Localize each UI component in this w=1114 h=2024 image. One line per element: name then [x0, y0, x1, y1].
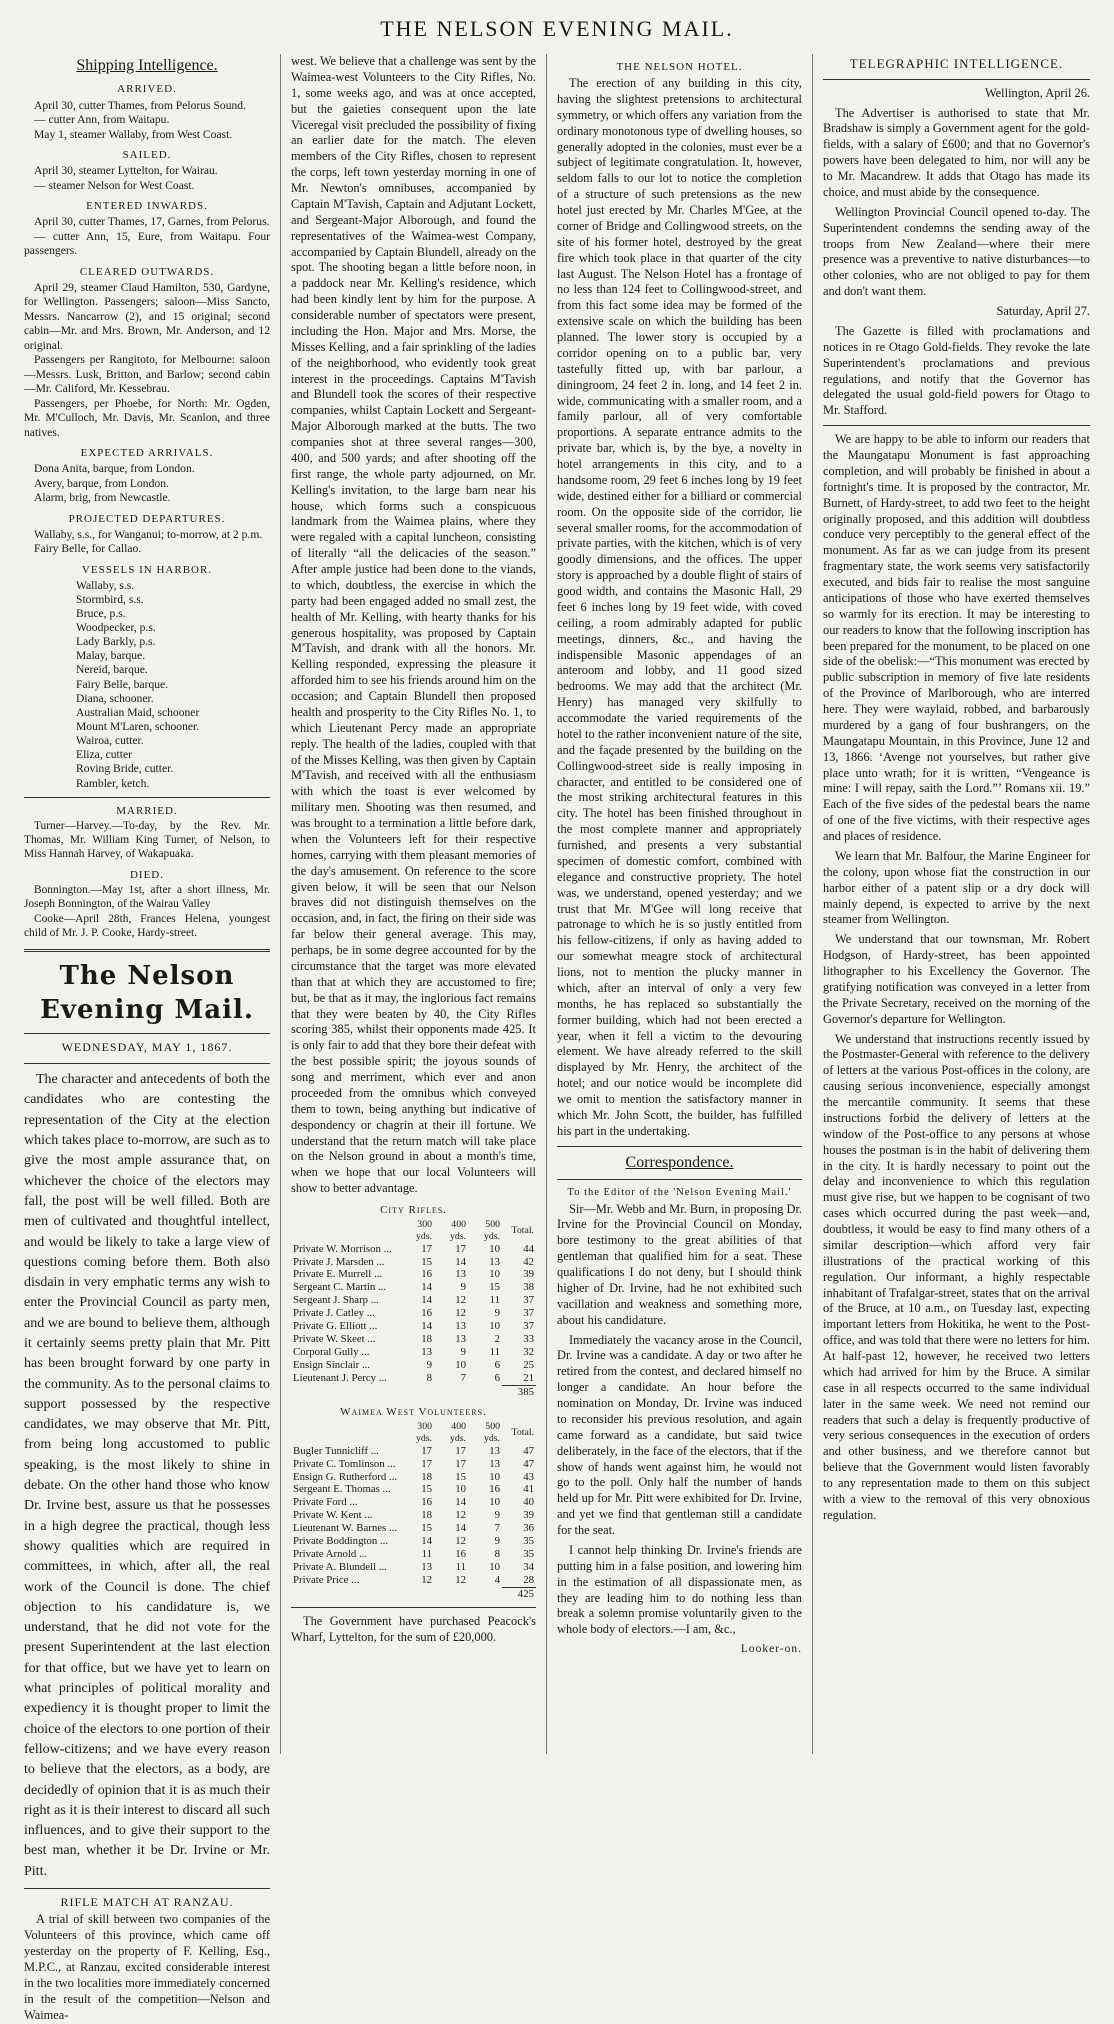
- arrived-heading: ARRIVED.: [117, 83, 177, 96]
- score-cell: 10: [489, 1496, 500, 1509]
- score-total: 385: [502, 1386, 536, 1399]
- shipping-title: Shipping Intelligence.: [76, 57, 218, 74]
- harbor-list: [24, 579, 270, 791]
- telegraphic-title: TELEGRAPHIC INTELLIGENCE.: [849, 56, 1064, 71]
- entered-heading: ENTERED INWARDS.: [86, 200, 208, 213]
- score-cell: 12: [455, 1307, 466, 1320]
- correspondence-title: Correspondence.: [625, 1153, 734, 1171]
- vessel-entry: Diana, schooner.: [76, 691, 154, 705]
- score-cell: 14: [421, 1320, 432, 1333]
- shooter-name: Ensign Sinclair ...: [293, 1359, 371, 1372]
- score-cell: 9: [494, 1535, 500, 1548]
- shooter-name: Private G. Elliott ...: [293, 1320, 378, 1333]
- score-cell: 33: [523, 1333, 534, 1346]
- score-cell: 16: [421, 1307, 432, 1320]
- waimea-title: Waimea West Volunteers.: [340, 1406, 487, 1419]
- score-cell: 17: [421, 1457, 432, 1470]
- score-row: [291, 1483, 536, 1496]
- score-cell: 18: [421, 1509, 432, 1522]
- vessel-entry: Stormbird, s.s.: [76, 592, 144, 606]
- score-cell: 17: [455, 1457, 466, 1470]
- shipping-entry: Passengers per Rangitoto, for Melbourne: saloon—Messrs. Lusk, Britton, and Barlow; second cabin—Mr. Califord, Mr. Kessebrau.: [24, 353, 270, 396]
- hotel-body: The erection of any building in this city, having the slightest pretensions to architectural symmetry, or which offers any variation from the ordinary monotonous type of dwelling houses, so generally adopted in the colonies, must ever be a subject of legitimate congratulation. It, however, seldom falls to our lot to notice the completion of a structure of such pretensions as the new hotel just erected by Mr. Charles M'Gee, at the corner of Bridge and Collingwood streets, on the site of his former hotel, destroyed by the great fire which took place in that quarter of the city last August. The Nelson Hotel has a frontage of no less than 124 feet to Collingwood-street, and from this fact some idea may be formed of the extensive scale on which the building has been planned. The lower story is occupied by a corridor opening on to a public bar, very tastefully fitted up, with bar parlour, a diningroom, 24 feet 2 in. long, and 14 feet 2 in. wide, communicating with a smaller room, and a family parlour, all of very comfortable proportions. A separate entrance admits to the private bar, which is, by the bye, a novelty in hotel arrangements in this city, and to a handsome room, 29 feet 6 inches long by 19 feet wide, destined either for a billiard or commercial room. On the opposite side of the corridor, lie several smaller rooms, for the accommodation of private parties, with the kitchen, which is of very goodly dimensions, and the offices. The upper story is approached by a double flight of stairs of good width, and contains the Masonic Hall, 29 feet 6 inches long by 19 feet wide, with coved ceiling, a room admirably adapted for public meetings, dinners, &c., and having the indispensible Masonic appendages of an anteroom and lobby, and 11 good sized bedrooms. We may add that the architect (Mr. Henry) has managed very skilfully to accommodate the varied requirements of the hotel to the rather inconvenient nature of the site, and the façade presented by the building on the Collingwood-street side is really imposing in character, and entitled to be considered one of the most striking architectural features in this city. The hotel has been finished throughout in the most complete manner and appropriately furnished, and presents a very substantial specimen of domestic comfort, combined with elegance and constructive propriety. The hotel was, we understand, opened yesterday; and we trust that Mr. M'Gee will long receive that patronage to which he is so justly entitled from his fellow-citizens, if only as having added to our somewhat meagre stock of architectural lions, not to mention the plucky manner in which, after an interval of only a very few months, he has replaced so substantially the former building, which had not been erected a year, when it fell a victim to the devouring element. We have already referred to the skill displayed by Mr. Henry, the architect of the hotel; and our notice would be incomplete did we omit to mention the satisfactory manner in which Mr. John Scott, the builder, has fulfilled his part in the undertaking.: [557, 76, 802, 1138]
- arrived-list: [24, 99, 270, 142]
- shipping-entry: April 30, cutter Thames, 17, Garnes, from Pelorus.: [34, 215, 270, 229]
- score-cell: 25: [523, 1359, 534, 1372]
- score-total-spacer: [291, 1386, 400, 1399]
- score-cell: 13: [489, 1457, 500, 1470]
- shipping-entry: — steamer Nelson for West Coast.: [34, 178, 195, 192]
- local-paragraph: We learn that Mr. Balfour, the Marine Engineer for the colony, upon whose fiat the construction in our harbor either of a patent slip or a dry dock will mainly depend, is expected to arrive by the next steamer from Wellington.: [823, 848, 1090, 927]
- score-cell: 18: [421, 1333, 432, 1346]
- score-row: [291, 1268, 536, 1281]
- local-paragraph: We are happy to be able to inform our readers that the Maungatapu Monument is fast approaching completion, and will probably be finished in about a fortnight's time. It is proposed by the contractor, Mr. Burnett, of Hardy-street, to add two feet to the height originally proposed, and this addition will doubtless conduce very perceptibly to the general effect of the monument. As far as we can judge from its present fragmentary state, the work seems very satisfactorily executed, and bids fair to realise the most sanguine anticipations of those who have exerted themselves so warmly for its erection. It may be interesting to our readers to know that the following inscription has been prepared for the monument, to be placed on one side of the obelisk:—“This monument was erected by public subscription in memory of five late residents of the Province of Marlborough, who are interred here. They were waylaid, robbed, and barbarously murdered by a gang of four bushrangers, on the Maungatapu Mountain, in this Province, June 12 and 13, 1866. ‘Avenge not yourselves, but rather give place unto wrath; for it is written, “Vengeance is mine: I will repay, saith the Lord.”’ Romans xii. 19.” Each of the five sides of the pedestal bears the name of one of the five victims, with their respective ages and places of residence.: [823, 432, 1090, 843]
- shipping-entry: Dona Anita, barque, from London.: [34, 462, 195, 476]
- letter-paragraph: Immediately the vacancy arose in the Council, Dr. Irvine was a candidate. A day or two after he retired from the contest, and declared himself no longer a candidate. An hour before the nomination on Monday, Dr. Irvine was induced to reconsider his previous resolution, and again came forward as a candidate, but said twice deliberately, in the face of the electors, that if the show of hands went against him, he would not go to the poll. Only half the number of hands held up for Mr. Pitt were exhibited for Dr. Irvine, and yet we find that gentleman still a candidate for the seat.: [557, 1332, 802, 1538]
- score-cell: 13: [455, 1268, 466, 1281]
- shooter-name: Private W. Kent ...: [293, 1509, 373, 1522]
- score-total-spacer: [400, 1588, 434, 1601]
- shipping-entry: April 29, steamer Claud Hamilton, 530, Gardyne, for Wellington. Passengers; saloon—Miss Sancto, Messrs. Nancarrow (2), and 15 original; second cabin—Mr. and Mrs. Brown, Mr. Anderson, and 12 original.: [24, 280, 270, 352]
- vessel-entry: Wairoa, cutter.: [76, 734, 144, 748]
- score-cell: 16: [421, 1268, 432, 1281]
- score-cell: 18: [421, 1470, 432, 1483]
- score-cell: 10: [455, 1483, 466, 1496]
- score-column-header: 400 yds.: [449, 1421, 466, 1444]
- score-cell: 39: [523, 1509, 534, 1522]
- score-cell: 38: [523, 1281, 534, 1294]
- score-cell: 10: [489, 1242, 500, 1255]
- score-total-spacer: [400, 1386, 434, 1399]
- vessel-entry: Malay, barque.: [76, 649, 146, 663]
- shipping-entry: April 30, cutter Thames, from Pelorus Sound.: [34, 98, 246, 112]
- score-cell: 15: [455, 1470, 466, 1483]
- cleared-heading: CLEARED OUTWARDS.: [79, 265, 215, 278]
- divider: [24, 1888, 270, 1889]
- expected-list: [24, 462, 270, 505]
- shipping-entry: Fairy Belle, for Callao.: [34, 542, 142, 556]
- letter-paragraph: Sir—Mr. Webb and Mr. Burn, in proposing Dr. Irvine for the Provincial Council on Monday, bore testimony to the great abilities of that gentleman that qualified him for a seat. These qualifications I do not deny, but I should think higher of Dr. Irvine, had he not exhibited such vacillation and weakness and something more, about his candidature.: [557, 1201, 802, 1327]
- divider: [24, 1033, 270, 1034]
- score-cell: 13: [421, 1346, 432, 1359]
- shipping-entry: Avery, barque, from London.: [34, 476, 169, 490]
- score-row: [291, 1548, 536, 1561]
- score-column-header: 500 yds.: [483, 1421, 500, 1444]
- score-cell: 16: [489, 1483, 500, 1496]
- local-paragraph: We understand that instructions recently issued by the Postmaster-General with reference to the delivery of letters at the various Post-offices in the colony, are causing serious inconvenience, especially amongst the mercantile community. It seems that these instructions forbid the delivery of letters at the window of the Post-office to any persons at whose houses the postman is in the habit of delivering them in the city. It is hardly necessary to point out the delay and inconvenience to which this regulation must give rise, but we happen to be cognisant of two cases which occurred during the past week—and, doubtless, it would be easy to find many others of a similar description—which afford very fair illustrations of the practical working of this regulation. Our informant, a highly respectable inhabitant of Trafalgar-street, states that on the arrival of the Bruce, at 10 a.m., on Tuesday last, expecting important letters from Hokitika, he went to the Post-office, and was told that there were no letters for him. At half-past 12, however, he received two letters which had arrived for him by the Bruce. A similar case in all respects occurred to the same individual later in the same week. We need not remind our readers that such a delay is frequently productive of very serious consequences in the execution of orders and other business, and we therefore cannot but believe that the Government would listen favorably to any representation made to them on this subject with a view to the removal of this very obnoxious regulation.: [823, 1031, 1090, 1522]
- score-cell: 41: [523, 1483, 534, 1496]
- score-cell: 12: [455, 1574, 466, 1587]
- score-cell: 8: [426, 1372, 432, 1385]
- local-news: [823, 432, 1090, 1524]
- score-cell: 7: [460, 1372, 466, 1385]
- score-cell: 15: [421, 1255, 432, 1268]
- score-cell: 13: [455, 1320, 466, 1333]
- vessel-entry: Rambler, ketch.: [76, 776, 150, 790]
- shipping-entry: — cutter Ann, 15, Eure, from Waitapu. Four passengers.: [24, 229, 270, 258]
- score-cell: 9: [494, 1509, 500, 1522]
- shooter-name: Ensign G. Rutherford ...: [293, 1470, 398, 1483]
- score-cell: 6: [494, 1372, 500, 1385]
- died-heading: DIED.: [129, 868, 165, 881]
- score-cell: 42: [523, 1255, 534, 1268]
- shooter-name: Private W. Skeet ...: [293, 1333, 376, 1346]
- shooter-name: Private C. Tomlinson ...: [293, 1457, 396, 1470]
- harbor-heading: VESSELS IN HARBOR.: [81, 563, 213, 576]
- column-2: [280, 54, 546, 1754]
- score-cell: 13: [489, 1255, 500, 1268]
- city-rifles-title: City Rifles.: [380, 1204, 447, 1216]
- score-total: 425: [502, 1588, 536, 1601]
- projected-list: [24, 528, 270, 557]
- shooter-name: Private A. Blundell ...: [293, 1561, 387, 1574]
- died-list: [24, 884, 270, 942]
- score-cell: 12: [455, 1509, 466, 1522]
- score-row: [291, 1372, 536, 1385]
- score-row: [291, 1243, 536, 1256]
- score-cell: 37: [523, 1294, 534, 1307]
- divider: [823, 425, 1090, 426]
- score-column-header: 400 yds.: [449, 1219, 466, 1242]
- vessel-entry: Mount M'Laren, schooner.: [76, 720, 200, 734]
- score-cell: 14: [421, 1294, 432, 1307]
- score-total-row: [291, 1386, 536, 1399]
- score-cell: 39: [523, 1268, 534, 1281]
- vessel-entry: Australian Maid, schooner: [76, 705, 200, 719]
- divider: [291, 1607, 536, 1608]
- score-column-header: [291, 1219, 400, 1243]
- cleared-list: [24, 281, 270, 440]
- editor-address: To the Editor of the 'Nelson Evening Mail.': [567, 1187, 792, 1199]
- score-row: [291, 1522, 536, 1535]
- score-cell: 9: [426, 1359, 432, 1372]
- score-cell: 37: [523, 1320, 534, 1333]
- score-cell: 8: [494, 1548, 500, 1561]
- column-1: [14, 54, 280, 2022]
- divider: [24, 797, 270, 798]
- score-cell: 10: [489, 1561, 500, 1574]
- score-cell: 10: [489, 1320, 500, 1333]
- wharf-paragraph: The Government have purchased Peacock's Wharf, Lyttelton, for the sum of £20,000.: [291, 1614, 536, 1644]
- telegraphic-body-1: [823, 106, 1090, 301]
- shipping-entry: Passengers, per Phoebe, for North: Mr. Ogden, Mr. M'Culloch, Mr. Davis, Mr. Scanlon, and three natives.: [24, 396, 270, 439]
- score-cell: 11: [489, 1346, 500, 1359]
- score-cell: 17: [421, 1242, 432, 1255]
- score-column-header: 300 yds.: [415, 1421, 432, 1444]
- score-cell: 11: [489, 1294, 500, 1307]
- married-notice: Turner—Harvey.—To-day, by the Rev. Mr. Thomas, Mr. William King Turner, of Nelson, to Miss Hannah Harvey, of Wakapuaka.: [24, 819, 270, 860]
- score-cell: 6: [494, 1359, 500, 1372]
- paper-title: The Nelson Evening Mail.: [40, 961, 254, 1025]
- shooter-name: Sergeant J. Sharp ...: [293, 1294, 379, 1307]
- score-row: [291, 1535, 536, 1548]
- score-cell: 12: [455, 1535, 466, 1548]
- score-cell: 15: [489, 1281, 500, 1294]
- score-row: [291, 1281, 536, 1294]
- score-cell: 14: [455, 1255, 466, 1268]
- score-row: [291, 1333, 536, 1346]
- score-cell: 9: [460, 1346, 466, 1359]
- correspondence-body: [557, 1202, 802, 1639]
- score-cell: 9: [460, 1281, 466, 1294]
- divider: [823, 79, 1090, 80]
- score-cell: 12: [455, 1294, 466, 1307]
- score-row: [291, 1320, 536, 1333]
- score-cell: 16: [421, 1496, 432, 1509]
- shooter-name: Private Ford ...: [293, 1496, 358, 1509]
- rifle-title: RIFLE MATCH AT RANZAU.: [60, 1895, 234, 1910]
- score-cell: 11: [421, 1548, 432, 1561]
- score-row: [291, 1294, 536, 1307]
- score-row: [291, 1561, 536, 1574]
- signoff: Looker-on.: [740, 1643, 802, 1656]
- score-total-spacer: [434, 1386, 468, 1399]
- score-total-spacer: [291, 1588, 400, 1601]
- shipping-entry: Wallaby, s.s., for Wanganui; to-morrow, at 2 p.m.: [34, 527, 263, 541]
- score-cell: 34: [523, 1561, 534, 1574]
- score-cell: 40: [523, 1496, 534, 1509]
- shooter-name: Private W. Morrison ...: [293, 1242, 392, 1255]
- score-row: [291, 1307, 536, 1320]
- score-total-row: [291, 1588, 536, 1601]
- score-cell: 14: [421, 1535, 432, 1548]
- score-cell: 35: [523, 1535, 534, 1548]
- score-row: [291, 1574, 536, 1587]
- score-column-header: Total.: [511, 1224, 534, 1236]
- vessel-entry: Eliza, cutter: [76, 748, 133, 762]
- shipping-entry: April 30, steamer Lyttelton, for Wairau.: [34, 164, 218, 178]
- shooter-name: Private J. Catley ...: [293, 1307, 375, 1320]
- divider: [557, 1146, 802, 1147]
- editorial: [24, 1070, 270, 1882]
- shooter-name: Private Price ...: [293, 1574, 360, 1587]
- dateline-wellington: Wellington, April 26.: [984, 85, 1090, 100]
- score-cell: 4: [494, 1574, 500, 1587]
- score-total-spacer: [468, 1386, 502, 1399]
- shipping-entry: Alarm, brig, from Newcastle.: [34, 491, 171, 505]
- score-cell: 10: [455, 1359, 466, 1372]
- score-cell: 10: [489, 1268, 500, 1281]
- score-row: [291, 1458, 536, 1471]
- score-cell: 21: [523, 1372, 534, 1385]
- vessel-entry: Wallaby, s.s.: [76, 578, 135, 592]
- editorial-paragraph: The character and antecedents of both the candidates who are contesting the representation of the City at the election which takes place to-morrow, are such as to give the most ample assurance that, on whichever the choice of the electors may fall, the post will be well filled. Both are men of cultivated and thoughtful intellect, and would be likely to take a large view of questions coming before them. Both also disdain in very emphatic terms any wish to enter the Provincial Council as party men, and we are bound to believe them, although it certainly seems pretty plain that Mr. Pitt has been brought forward by one party in the community. As to the personal claims to support possessed by the respective candidates, we may observe that Mr. Pitt, from being long accustomed to public speaking, is the most likely to shine in debate. On the other hand those who know Dr. Irvine best, assure us that he possesses in a high degree the practical, though less showy qualities which are required in committees, in which, after all, the real work of the Council is done. The chief objection to his candidature is, we understand, that he did not vote for the present Superintendent at the last election for that office, but we have yet to learn on what principles of political morality and expediency it is thought proper to limit the choice of the electors to one portion of their fellow-citizens; and we have every reason to believe that the electors, as a body, are decidedly of opinion that it is as much their right as it is their interest to discard all such influences, and to give their support to the best man, whether it be Dr. Irvine or Mr. Pitt.: [24, 1072, 270, 1879]
- score-total-spacer: [434, 1588, 468, 1601]
- projected-heading: PROJECTED DEPARTURES.: [68, 512, 226, 525]
- telegraphic-paragraph: Wellington Provincial Council opened to-day. The Superintendent condemns the sending away of the troops from New Zealand—where their mere presence was a preventive to native disturbances—to other colonies, who are not obliged to pay for them and don't want them.: [823, 204, 1090, 299]
- local-paragraph: We understand that our townsman, Mr. Robert Hodgson, of Hardy-street, has been appointed lithographer to his Excellency the Governor. The gratifying notification was conveyed in a letter from the Private Secretary, received on the morning of the Governor's departure for Wellington.: [823, 932, 1090, 1026]
- married-heading: MARRIED.: [116, 804, 178, 817]
- vessel-entry: Bruce, p.s.: [76, 606, 126, 620]
- score-cell: 16: [455, 1548, 466, 1561]
- sailed-list: [24, 164, 270, 193]
- telegraphic-paragraph: The Advertiser is authorised to state that Mr. Bradshaw is simply a Government agent for the gold-fields, with a salary of £600; and that no Governor's powers have been delegated to him, nor will any be to Mr. Macandrew. It adds that Otago has made its choice, and must abide by the consequence.: [823, 105, 1090, 199]
- score-cell: 47: [523, 1457, 534, 1470]
- sailed-heading: SAILED.: [122, 149, 172, 161]
- score-cell: 11: [455, 1561, 466, 1574]
- shooter-name: Corporal Gully ...: [293, 1346, 370, 1359]
- shooter-name: Lieutenant J. Percy ...: [293, 1372, 387, 1385]
- hotel-title: THE NELSON HOTEL.: [616, 61, 743, 73]
- score-cell: 14: [421, 1281, 432, 1294]
- score-row: [291, 1256, 536, 1269]
- rifle-intro-continued: west. We believe that a challenge was sent by the Waimea-west Volunteers to the City Rifles, No. 1, some weeks ago, and was at once accepted, but the gaieties consequent upon the late Viceregal visit precluded the possibility of fixing an earlier date for the match. The eleven members of the City Rifles, chosen to represent the corps, left town yesterday morning in one of Mr. Newton's omnibuses, accompanied by Captain M'Tavish, Captain and Adjutant Lockett, and Sergeant-Major Alborough, and found the representatives of the Waimea-west Company, accompanied by Captain Blundell, already on the spot. The shooting began a little before noon, in a paddock near Mr. Kelling's residence, which had been kindly lent by him for the purpose. A considerable number of spectators were present, including the Hon. Major and Mrs. Morse, the Misses Kelling, and a fair sprinkling of the ladies of the neighborhood, who evidently took great interest in the proceedings. Captains M'Tavish and Blundell took the scores of their respective companies, whilst Captain Lockett and Sergeant-Major Alborough marked at the butts. The two companies shot at three several ranges—300, 400, and 500 yards; and after shooting off the first range, the whole party adjourned, on Mr. Kelling's invitation, to the large barn near his house, which forms such a conspicuous landmark from the Waimea plains, where they were regaled with a capital luncheon, consisting of literally “all the delicacies of the season.” After ample justice had been done to the viands, to which, doubtless, the exercise in which the party had been engaged added no small zest, the health of Mr. Kelling, with hearty thanks for his generous hospitality, was proposed by Captain M'Tavish, and drank with all the honors. Mr. Kelling responded, expressing the pleasure it afforded him to see his friends around him on the occasion; and Captain Blundell then proposed health and prosperity to the City Rifles No. 1, to which Lieutenant Percy made an appropriate reply. The health of the ladies, coupled with that of the Misses Kelling, was then given by Captain M'Tavish, and received with all the enthusiasm with which the toast is ever welcomed by military men. Shooting was then resumed, and was brought to a termination a little before dark, when the Volunteers left for their respective homes, carrying with them pleasant memories of the day's amusement. On reference to the score given below, it will be seen that our Nelson braves did not distinguish themselves on the occasion, and, in fact, the firing on their side was far below their general average. This may, perhaps, be in some degree accounted for by the circumstance that the target was more elevated than that at which they are accustomed to fire; but, be that as it may, the inglorious fact remains that they were beaten by 40, the City Rifles scoring 385, whilst their opponents made 425. It is only fair to add that they bore their defeat with the best possible spirit; the joyous sounds of song and merriment, which ever and anon proceeded from the omnibus which conveyed them to town, being anything but indicative of despondency or chagrin at their ill fortune. We understand that the return match will take place on the Nelson ground in about a month's time, when we hope that our local Volunteers will show to better advantage.: [291, 54, 536, 1196]
- score-cell: 17: [455, 1242, 466, 1255]
- score-row: [291, 1496, 536, 1509]
- letter-paragraph: I cannot help thinking Dr. Irvine's friends are putting him in a false position, and lowering him in the estimation of all dispassionate men, as they are leading him to do nothing less than break a solemn promise voluntarily given to the whole body of electors.—I am, &c.,: [557, 1542, 802, 1637]
- score-cell: 35: [523, 1548, 534, 1561]
- shooter-name: Private J. Marsden ...: [293, 1255, 385, 1268]
- column-3: [546, 54, 812, 1754]
- score-column-header: 300 yds.: [415, 1219, 432, 1242]
- masthead: THE NELSON EVENING MAIL.: [380, 16, 734, 41]
- score-cell: 17: [421, 1444, 432, 1457]
- divider: [557, 1179, 802, 1180]
- death-notice: Bonnington.—May 1st, after a short illness, Mr. Joseph Bonnington, of the Wairau Valley: [24, 883, 270, 910]
- expected-heading: EXPECTED ARRIVALS.: [80, 446, 214, 459]
- vessel-entry: Nereid, barque.: [76, 663, 148, 677]
- score-cell: 47: [523, 1444, 534, 1457]
- score-cell: 14: [455, 1522, 466, 1535]
- score-cell: 7: [494, 1522, 500, 1535]
- score-cell: 36: [523, 1522, 534, 1535]
- shooter-name: Private Boddington ...: [293, 1535, 389, 1548]
- divider: [24, 949, 270, 952]
- score-cell: 14: [455, 1496, 466, 1509]
- score-cell: 2: [494, 1333, 500, 1346]
- dateline-saturday: Saturday, April 27.: [996, 304, 1090, 318]
- score-row: [291, 1445, 536, 1458]
- score-cell: 15: [421, 1483, 432, 1496]
- score-row: [291, 1509, 536, 1522]
- shooter-name: Sergeant C. Martin ...: [293, 1281, 387, 1294]
- vessel-entry: Roving Bride, cutter.: [76, 762, 174, 776]
- score-cell: 44: [523, 1242, 534, 1255]
- score-cell: 13: [489, 1444, 500, 1457]
- vessel-entry: Fairy Belle, barque.: [76, 677, 169, 691]
- death-notice: Cooke—April 28th, Frances Helena, youngest child of Mr. J. P. Cooke, Hardy-street.: [24, 913, 270, 940]
- rifle-intro-start: A trial of skill between two companies of the Volunteers of this province, which came off yesterday on the property of F. Kelling, Esq., M.P.C., at Ranzau, excited considerable interest in the two localities more immediately concerned in the result of the competition—Nelson and Waimea-: [24, 1912, 270, 2022]
- score-cell: 37: [523, 1307, 534, 1320]
- shipping-entry: — cutter Ann, from Waitapu.: [34, 113, 170, 127]
- column-4: [812, 54, 1100, 1754]
- score-cell: 12: [421, 1574, 432, 1587]
- score-cell: 17: [455, 1444, 466, 1457]
- shooter-name: Private Arnold ...: [293, 1548, 368, 1561]
- waimea-table: [291, 1421, 536, 1601]
- entered-list: [24, 215, 270, 258]
- score-column-header: [291, 1421, 400, 1445]
- shooter-name: Bugler Tunnicliff ...: [293, 1444, 379, 1457]
- score-cell: 13: [421, 1561, 432, 1574]
- score-cell: 9: [494, 1307, 500, 1320]
- score-row: [291, 1346, 536, 1359]
- score-column-header: Total.: [511, 1426, 534, 1438]
- score-cell: 32: [523, 1346, 534, 1359]
- score-cell: 43: [523, 1470, 534, 1483]
- columns: [14, 54, 1100, 2022]
- score-column-header: 500 yds.: [483, 1219, 500, 1242]
- score-cell: 28: [523, 1574, 534, 1587]
- vessel-entry: Woodpecker, p.s.: [76, 621, 156, 635]
- shooter-name: Lieutenant W. Barnes ...: [293, 1522, 398, 1535]
- shooter-name: Private E. Murrell ...: [293, 1268, 383, 1281]
- score-cell: 10: [489, 1470, 500, 1483]
- score-row: [291, 1359, 536, 1372]
- shipping-entry: May 1, steamer Wallaby, from West Coast.: [34, 127, 233, 141]
- score-total-spacer: [468, 1588, 502, 1601]
- score-cell: 13: [455, 1333, 466, 1346]
- vessel-entry: Lady Barkly, p.s.: [76, 635, 156, 649]
- score-cell: 15: [421, 1522, 432, 1535]
- dateline: WEDNESDAY, MAY 1, 1867.: [61, 1039, 233, 1054]
- divider: [24, 1063, 270, 1064]
- shooter-name: Sergeant E. Thomas ...: [293, 1483, 391, 1496]
- score-row: [291, 1471, 536, 1484]
- telegraphic-body-2: The Gazette is filled with proclamations and notices in re Otago Gold-fields. They revoke the late Superintendent's proclamations and previous regulations, and notify that the Governor has delegated the usual gold-field powers for Otago to Mr. Stafford.: [823, 323, 1090, 418]
- city-rifles-table: [291, 1219, 536, 1399]
